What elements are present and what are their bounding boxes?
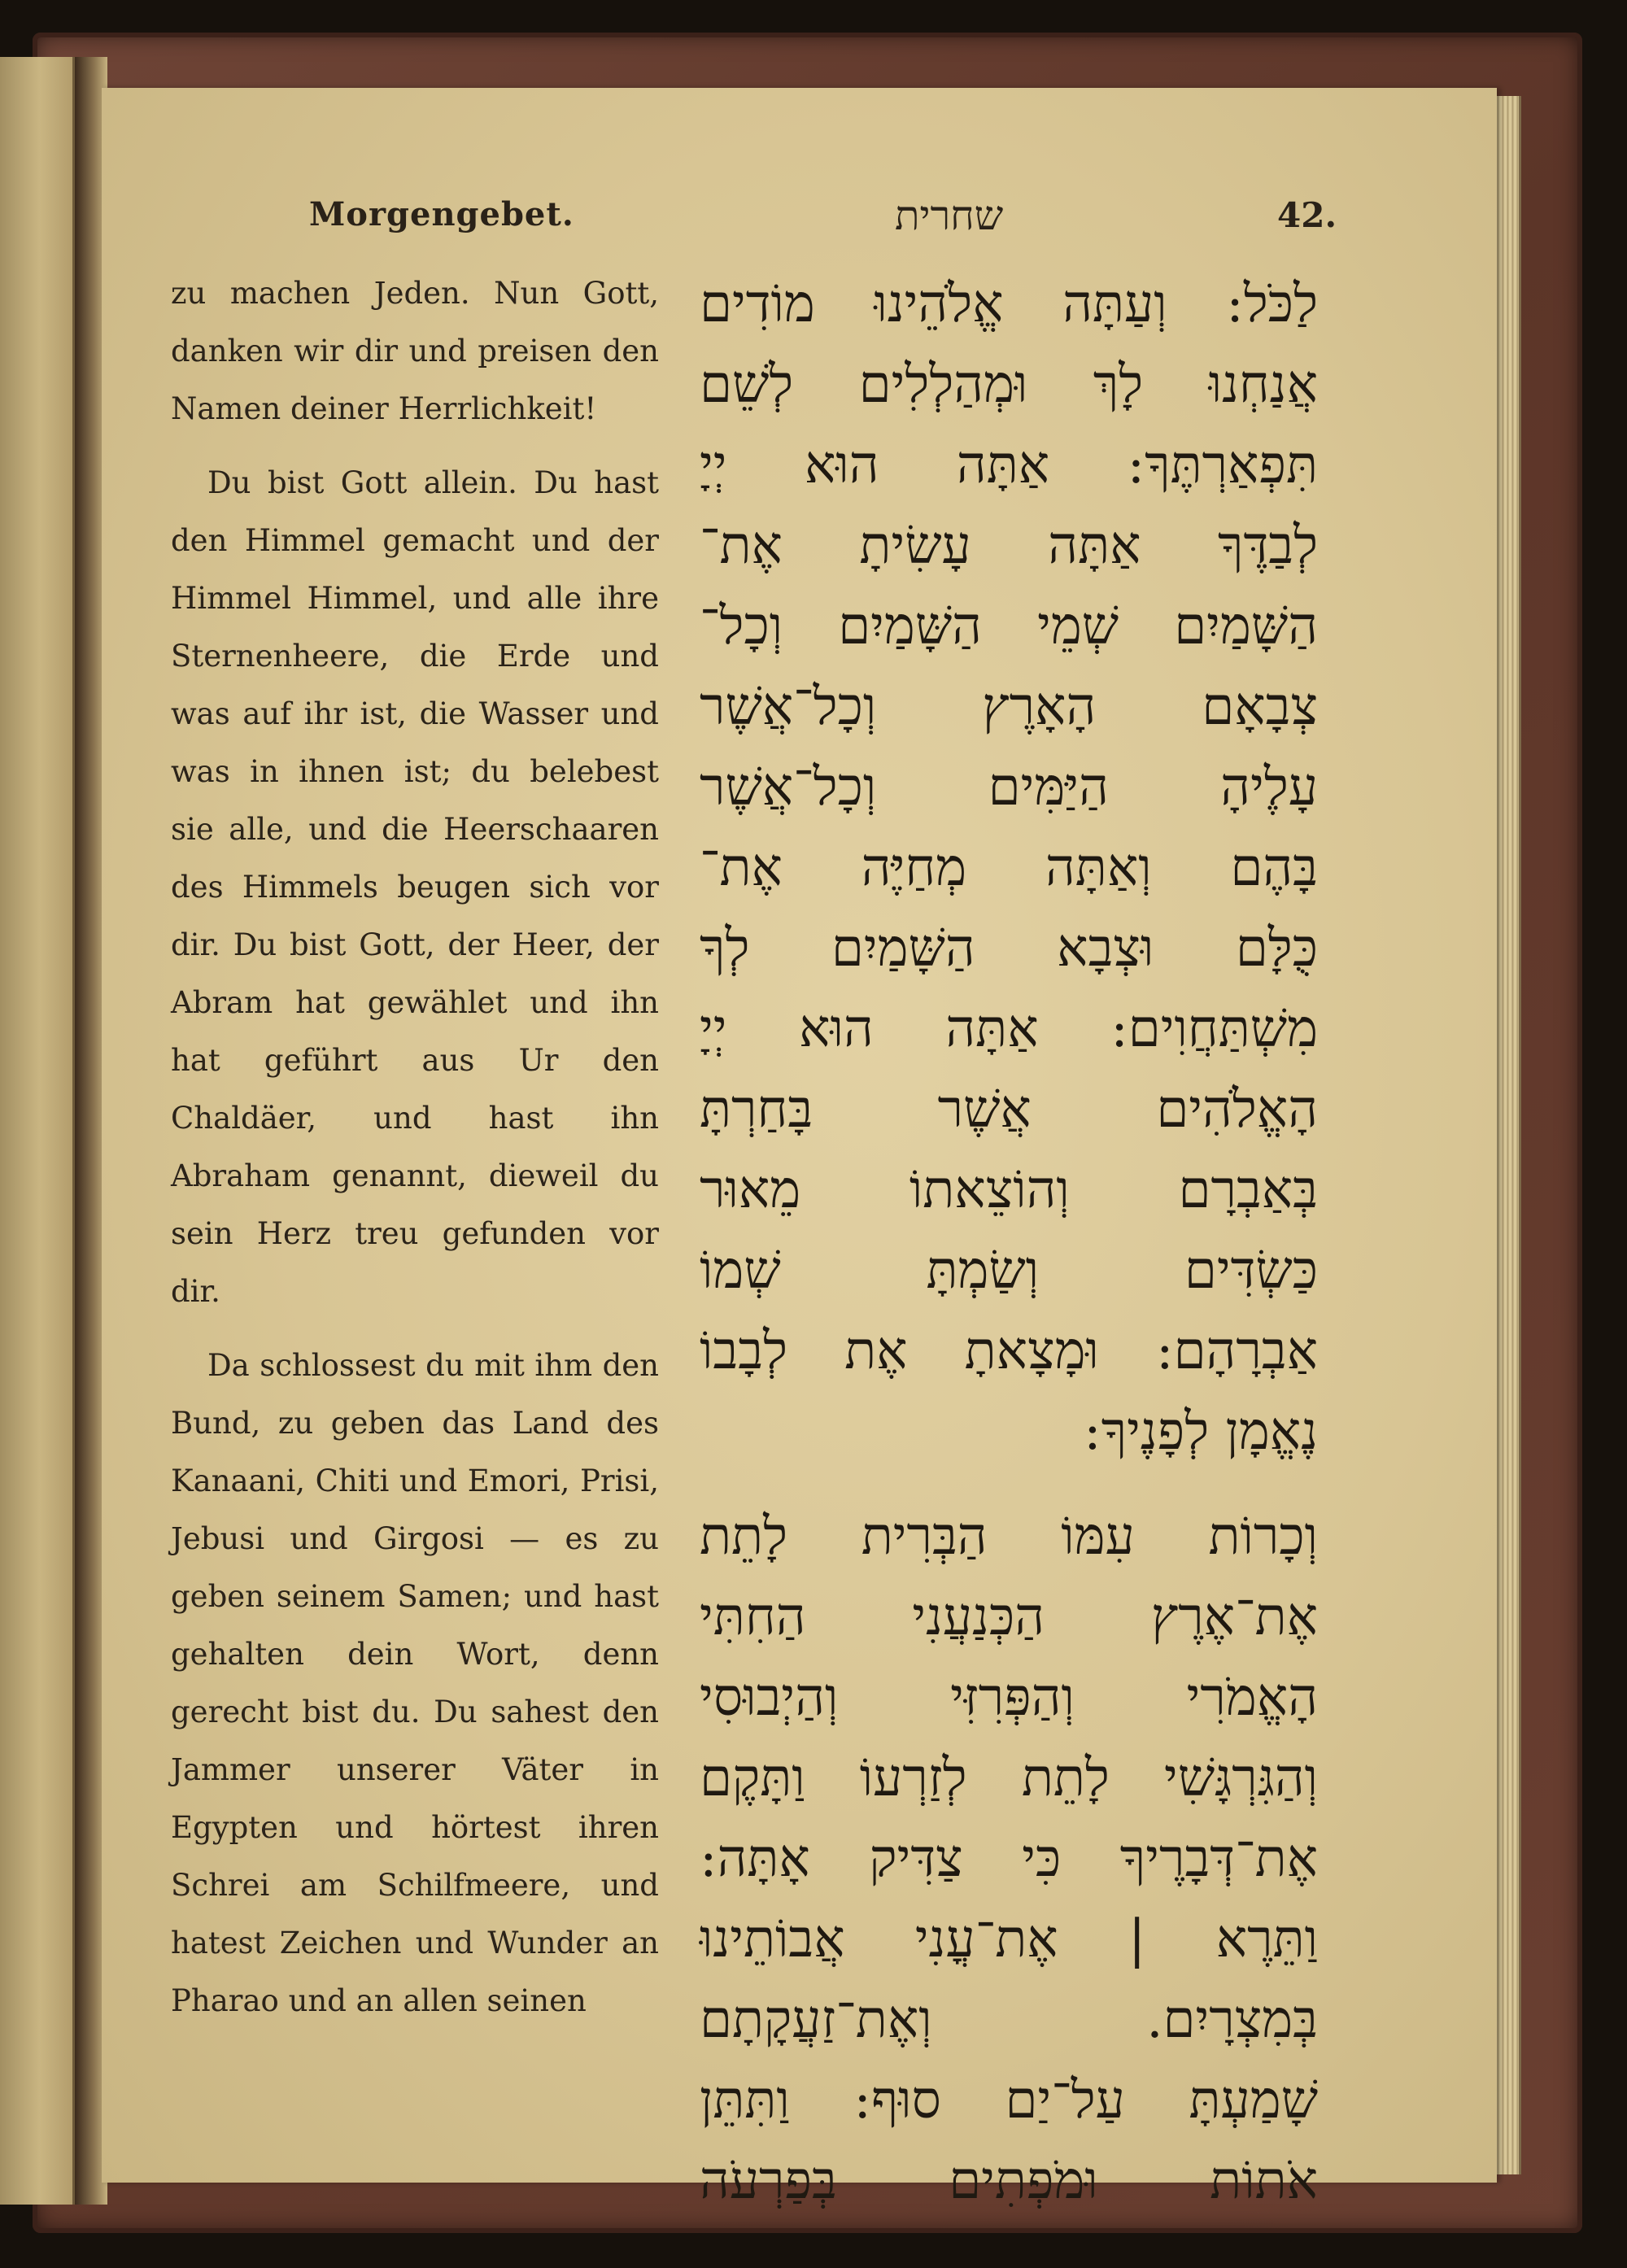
hebrew-line: אַבְרָהָם: וּמָצָאתָ אֶת לְבָבוֹ (700, 1321, 1318, 1381)
hebrew-line: תִּפְאַרְתֶּךָ: אַתָּה הוּא יְיָ (700, 435, 1318, 495)
hebrew-line: בְּאַבְרָם וְהוֹצֵאתוֹ מֵאוּר (700, 1160, 1318, 1220)
hebrew-line: הָאֱלֹהִים אֲשֶׁר בָּחַרְתָּ (700, 1079, 1318, 1140)
header-german-title: Morgengebet. (309, 195, 574, 233)
german-paragraph: Da schlossest du mit ihm den Bund, zu geben das Land des Kanaani, Chiti und Emori, Prisi, Jebusi und Girgosi — es zu geben seinem Samen; und hast gehalten dein Wort, denn gerecht bist du. Du sahest den Jammer unserer Väter in Egypten und hörtest ihren Schrei am Schilfmeere, und hatest Zeichen und Wunder an Pharao und an allen seinen (171, 1348, 659, 2018)
hebrew-line: מִשְׁתַּחֲוִים: אַתָּה הוּא יְיָ (700, 999, 1318, 1059)
running-header (0, 192, 1627, 252)
hebrew-line: בָּהֶם וְאַתָּה מְחַיֶּה אֶת־ (700, 838, 1318, 898)
hebrew-line: כֻּלָּם וּצְבָא הַשָּׁמַיִם לְךָ (700, 918, 1318, 979)
hebrew-line: אֲנַחְנוּ לָךְ וּמְהַלְלִים לְשֵׁם (700, 355, 1318, 415)
hebrew-line: אֶת־דְּבָרֶיךָ כִּי צַדִּיק אָתָּה: (700, 1829, 1318, 1889)
hebrew-line: הַשָּׁמַיִם שְׁמֵי הַשָּׁמַיִם וְכָל־ (700, 596, 1318, 656)
hebrew-line: אֹתוֹת וּמֹפְתִים בְּפַרְעֹה (700, 2151, 1318, 2211)
hebrew-line: כַּשְׂדִּים וְשַׂמְתָּ שְׁמוֹ (700, 1241, 1318, 1301)
hebrew-line: הָאֱמֹרִי וְהַפְּרִזִּי וְהַיְבוּסִי (700, 1668, 1318, 1728)
hebrew-line: וְכָרוֹת עִמּוֹ הַבְּרִית לָתֵת (700, 1507, 1318, 1567)
page-number: 42. (1277, 195, 1337, 235)
german-paragraph: zu machen Jeden. Nun Gott, danken wir dir und preisen den Namen deiner Herrlichkeit! (171, 276, 659, 426)
hebrew-prayer-column (700, 264, 1318, 2222)
hebrew-line: צְבָאָם הָאָרֶץ וְכָל־אֲשֶׁר (700, 677, 1318, 737)
hebrew-line: וַתֵּרֶא | אֶת־עֳנִי אֲבוֹתֵינוּ (700, 1909, 1318, 1969)
hebrew-line: נֶאֱמָן לְפָנֶיךָ: (1084, 1402, 1318, 1462)
german-translation-column (171, 264, 659, 2030)
german-paragraph: Du bist Gott allein. Du hast den Himmel gemacht und der Himmel Himmel, und alle ihre Sternenheere, die Erde und was auf ihr ist, die Wasser und was in ihnen ist; du belebest sie alle, und die Heerschaaren des Himmels beugen sich vor dir. Du bist Gott, der Heer, der Abram hat gewählet und ihn hat geführt aus Ur den Chaldäer, und hast ihn Abraham genannt, dieweil du sein Herz treu gefunden vor dir. (171, 465, 659, 1309)
hebrew-line: בְּמִצְרָיִם. וְאֶת־זַעֲקָתָם (700, 1990, 1318, 2050)
hebrew-line: וְהַגִּרְגָּשִׁי לָתֵת לְזַרְעוֹ וַתָּקֶם (700, 1748, 1318, 1808)
facing-page-edge (0, 57, 75, 2205)
hebrew-line: לַכֹּל: וְעַתָּה אֱלֹהֵינוּ מוֹדִים (700, 274, 1318, 334)
hebrew-line: לְבַדֶּךָ אַתָּה עָשִׂיתָ אֶת־ (700, 516, 1318, 576)
hebrew-line: שָׁמַעְתָּ עַל־יַם סוּף: וַתִּתֵּן (700, 2070, 1318, 2131)
hebrew-line: אֶת־אֶרֶץ הַכְּנַעֲנִי הַחִתִּי (700, 1587, 1318, 1647)
hebrew-line: עָלֶיהָ הַיַּמִּים וְכָל־אֲשֶׁר (700, 757, 1318, 818)
header-hebrew-title: שחרית (895, 192, 1004, 239)
